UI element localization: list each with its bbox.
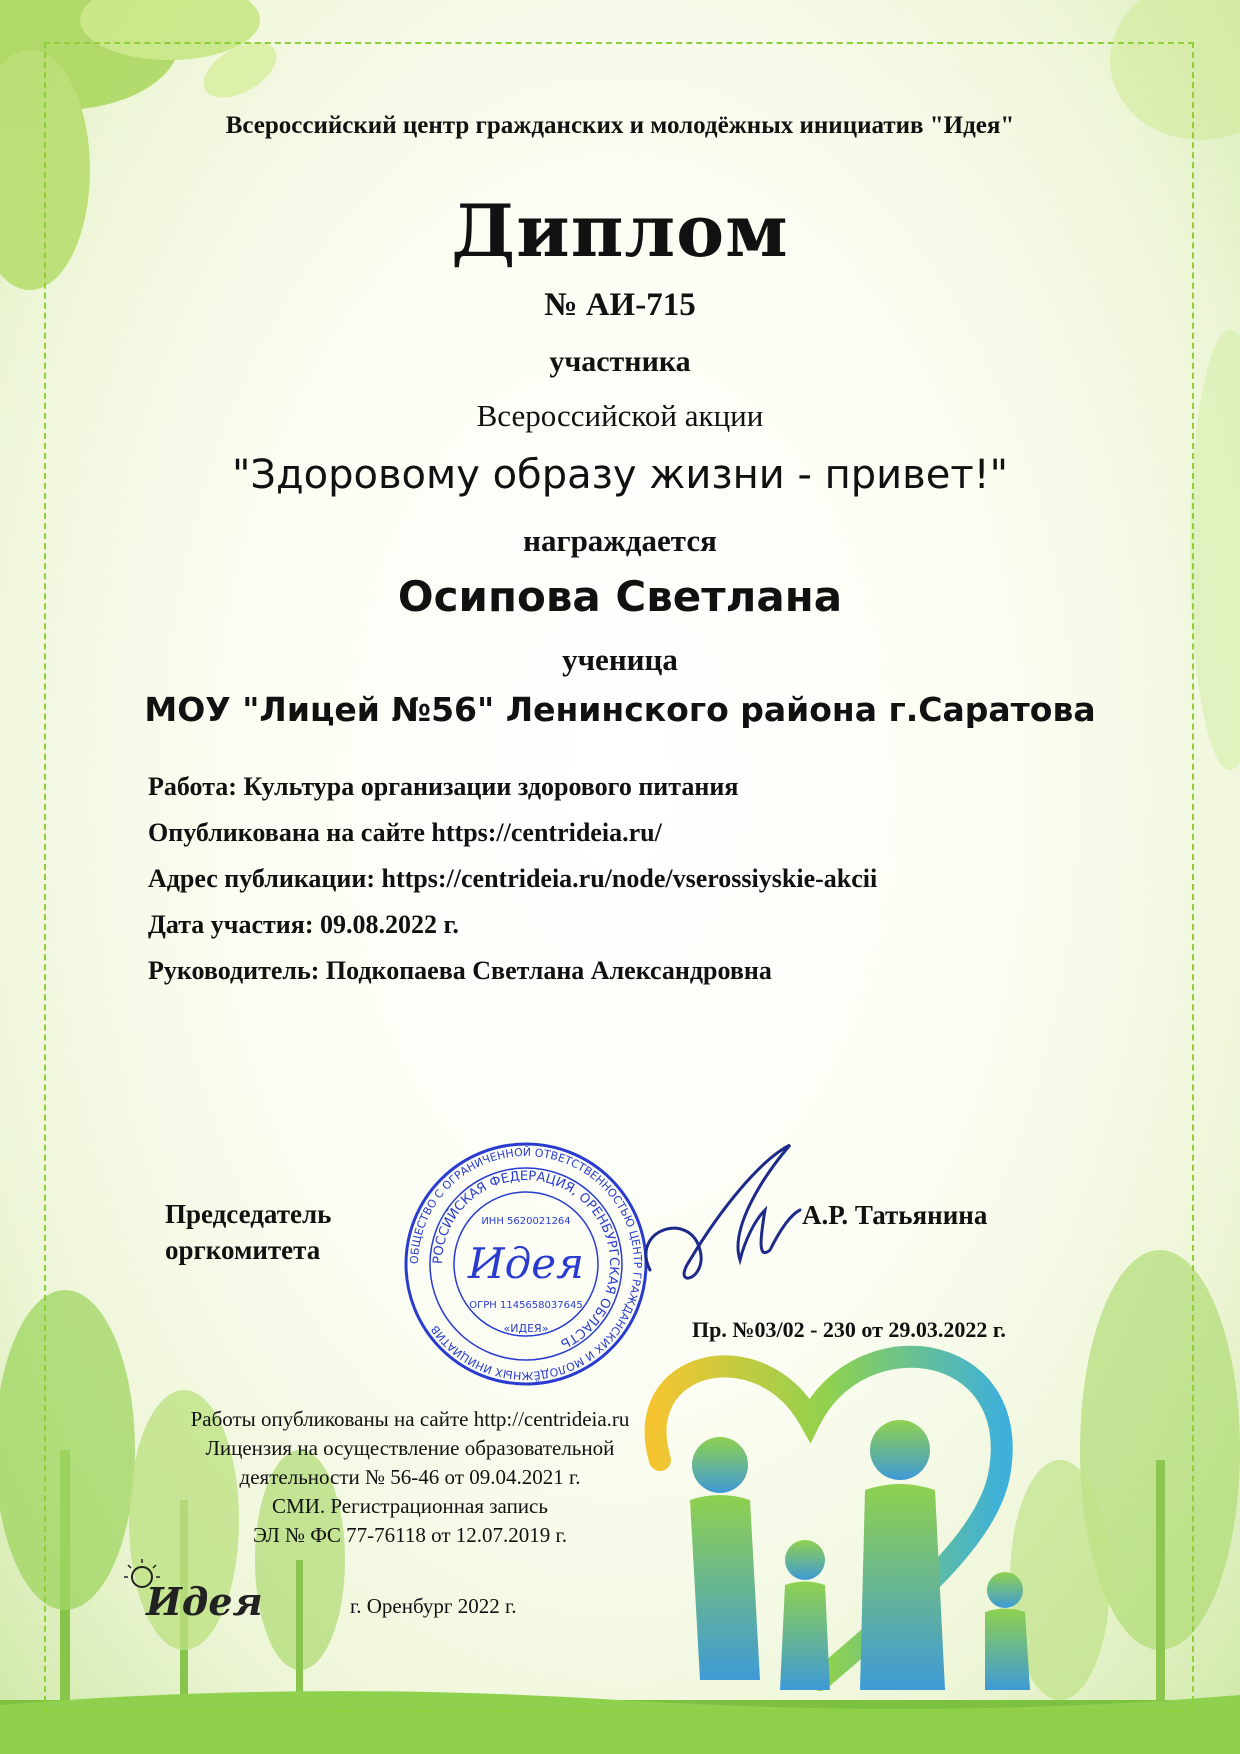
handwritten-signature — [630, 1140, 820, 1310]
chair-line-2: оргкомитета — [165, 1235, 321, 1265]
footer-city: г. Оренбург 2022 г. — [350, 1594, 517, 1618]
footer-info — [140, 1405, 680, 1550]
footer-line-2: Лицензия на осуществление образовательной — [205, 1436, 615, 1460]
awarded-line: награждается — [523, 523, 717, 558]
stamp-bottom-text: «ИДЕЯ» — [503, 1322, 549, 1335]
order-reference: Пр. №03/02 - 230 от 29.03.2022 г. — [692, 1317, 1006, 1342]
recipient-role: ученица — [562, 642, 678, 677]
detail-date: Дата участия: 09.08.2022 г. — [148, 910, 459, 939]
stamp-ogrn: ОГРН 1145658037645 — [469, 1300, 583, 1311]
diploma-title: Диплом — [451, 188, 789, 273]
detail-published: Опубликована на сайте https://centrideia.ru/ — [148, 818, 662, 847]
detail-address: Адрес публикации: https://centrideia.ru/node/vserossiyskie-akcii — [148, 864, 878, 893]
diploma-number: № АИ-715 — [544, 287, 696, 323]
stamp-inn: ИНН 5620021264 — [481, 1216, 571, 1227]
recipient-school: МОУ "Лицей №56" Ленинского района г.Саратова — [144, 690, 1096, 729]
footer-line-4: СМИ. Регистрационная запись — [272, 1494, 548, 1518]
participant-line: участника — [549, 345, 691, 378]
organization-name: Всероссийский центр гражданских и молодёжных инициатив "Идея" — [225, 112, 1015, 139]
logo-text: Идея — [146, 1579, 263, 1624]
details-list — [148, 764, 877, 994]
chair-line-1: Председатель — [165, 1199, 332, 1229]
stamp-outer-ring-text: ОБЩЕСТВО С ОГРАНИЧЕННОЙ ОТВЕТСТВЕННОСТЬЮ ЦЕНТР ГРАЖДАНСКИХ И МОЛОДЁЖНЫХ ИНИЦИАТИВ — [407, 1145, 645, 1383]
recipient-name: Осипова Светлана — [397, 572, 843, 621]
chair-title — [165, 1196, 331, 1268]
action-name: "Здоровому образу жизни - привет!" — [231, 452, 1009, 498]
footer-line-3: деятельности № 56-46 от 09.04.2021 г. — [239, 1465, 581, 1489]
stamp-center-text: Идея — [468, 1239, 584, 1288]
idea-logo — [120, 1555, 270, 1635]
action-line: Всероссийской акции — [476, 398, 764, 433]
footer-line-5: ЭЛ № ФС 77-76118 от 12.07.2019 г. — [252, 1523, 568, 1547]
stamp-inner-ring-text: РОССИЙСКАЯ ФЕДЕРАЦИЯ, ОРЕНБУРГСКАЯ ОБЛАСТЬ — [430, 1168, 622, 1351]
organization-stamp — [402, 1140, 650, 1388]
detail-work: Работа: Культура организации здорового питания — [148, 772, 739, 801]
signer-name: А.Р. Татьянина — [802, 1200, 988, 1230]
detail-supervisor: Руководитель: Подкопаева Светлана Александровна — [148, 956, 772, 985]
footer-line-1: Работы опубликованы на сайте http://centrideia.ru — [190, 1407, 630, 1431]
